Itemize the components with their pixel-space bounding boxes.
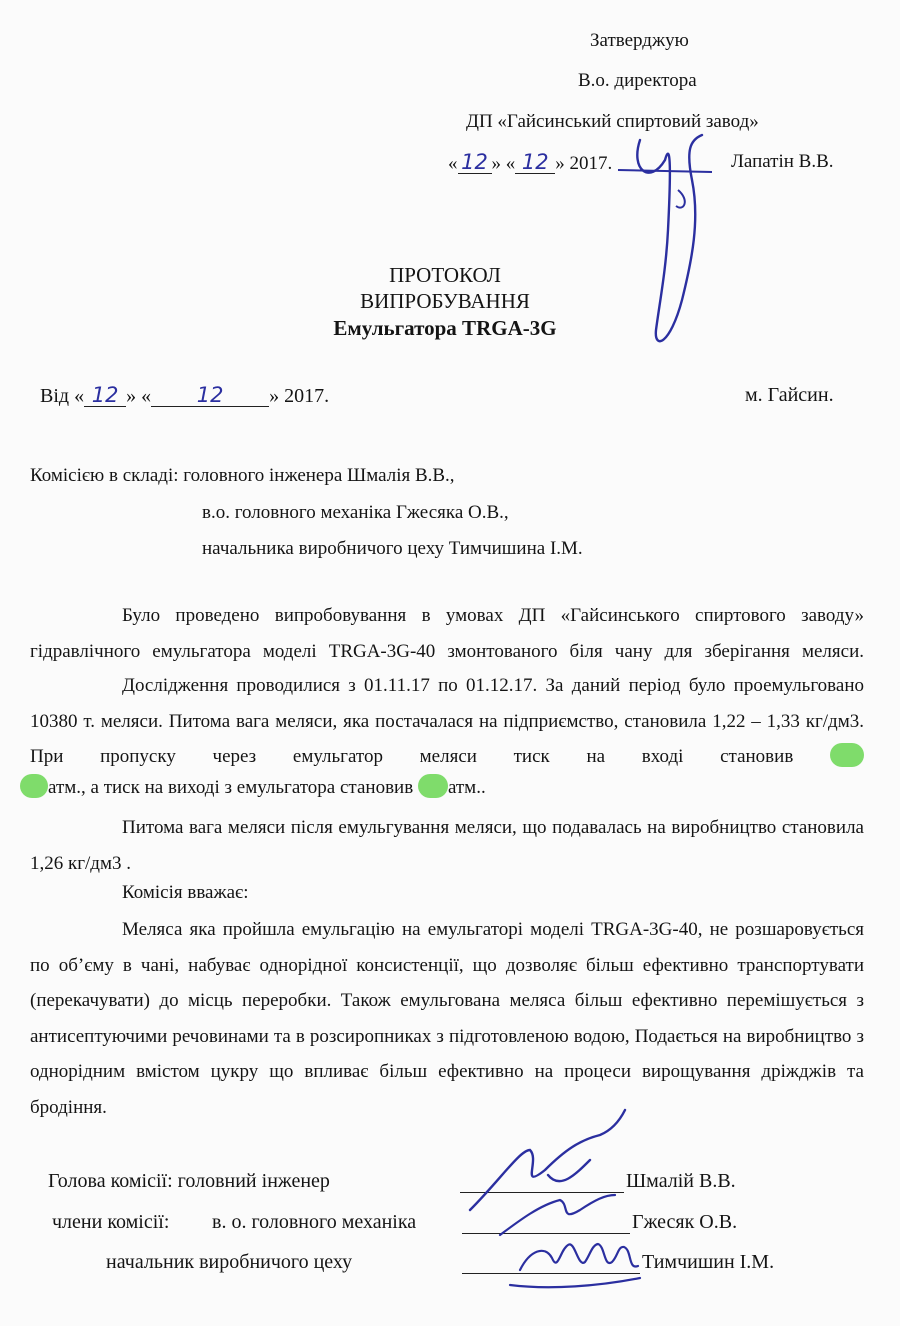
protocol-date: Від « 12 » « 12 » 2017. xyxy=(40,383,330,407)
paragraph-1: Було проведено випробовування в умовах ДП «Гайсинського спиртового заводу» гідравлічного емульгатора моделі TRGA-3G-40 змонтованого біля чану для зберігання меляси. xyxy=(30,605,864,662)
signature-row-2-name: Гжесяк О.В. xyxy=(632,1211,738,1233)
approval-line-2: В.о. директора xyxy=(578,70,697,91)
date-year: 2017. xyxy=(284,385,330,407)
approval-month-handwritten: 12 xyxy=(515,151,555,174)
signature-row-2-line xyxy=(462,1213,630,1240)
signature-row-1-role: Голова комісії: головний інженер xyxy=(48,1170,330,1192)
paragraph-2 xyxy=(30,668,864,775)
paragraph-5: Меляса яка пройшла емульгацію на емульгаторі моделі TRGA-3G-40, не розшаровується по об’єму в чані, набуває однорідної консистенції, що дозволяє більш ефективно транспортувати (перекачувати) до місць переробки. Також емульгована меляса більш ефективно перемішується з антисептуючими речовинами та в розсиропниках з підготовленою водою, Подається на виробництво з однорідним вмістом цукру що впливає більш ефективно на процеси вирощування дріжджів та бродіння. xyxy=(30,919,864,1118)
approval-date: « 12 » « 12 » 2017. xyxy=(448,150,613,174)
commission-lead: Комісією в складі: головного інженера Шмалія В.В., xyxy=(30,465,455,486)
approval-line-1: Затверджую xyxy=(590,30,689,51)
redacted-inlet-pressure-cont xyxy=(20,774,48,798)
signature-row-2-role-b: в. о. головного механіка xyxy=(212,1211,417,1233)
title-line-1: ПРОТОКОЛ xyxy=(389,263,501,287)
protocol-city: м. Гайсин. xyxy=(745,384,834,406)
date-month-handwritten: 12 xyxy=(151,384,269,407)
workshop-head-signature xyxy=(0,0,1,1)
paragraph-2-end: атм.. xyxy=(447,777,486,798)
commission-member-3: начальника виробничого цеху Тимчишина І.М. xyxy=(202,538,583,559)
title-line-3: Емульгатора TRGA-3G xyxy=(333,316,557,340)
signature-row-2-role-a: члени комісії: xyxy=(52,1211,170,1233)
approval-line-3: ДП «Гайсинський спиртовий завод» xyxy=(466,111,759,132)
approval-signer: Лапатін В.В. xyxy=(731,151,834,172)
paragraph-2-cont xyxy=(20,774,486,799)
paragraph-2-mid: атм., а тиск на виході з емульгатора становив xyxy=(48,777,414,798)
paragraph-2-text: Дослідження проводилися з 01.11.17 по 01.12.17. За даний період було проемульговано 10380 т. меляси. Питома вага меляси, яка постачалася на підприємство, становила 1,22 – 1,33 кг/дм3. При пропуску через емульгатор меляси тиск на вході становив xyxy=(30,675,864,767)
signature-row-3-role: начальник виробничого цеху xyxy=(106,1251,353,1273)
commission-member-2: в.о. головного механіка Гжесяка О.В., xyxy=(202,502,509,523)
redacted-outlet-pressure xyxy=(418,774,448,798)
date-prefix: Від xyxy=(40,385,70,407)
paragraph-3: Питома вага меляси після емульгування меляси, що подавалась на виробництво становила 1,26 кг/дм3 . xyxy=(30,817,864,874)
title-line-2: ВИПРОБУВАННЯ xyxy=(360,289,530,313)
signature-row-3-name: Тимчишин І.М. xyxy=(642,1251,775,1273)
redacted-inlet-pressure xyxy=(830,743,864,767)
approval-day-handwritten: 12 xyxy=(458,151,492,174)
paragraph-4: Комісія вважає: xyxy=(122,882,249,903)
signature-row-1-name: Шмалій В.В. xyxy=(626,1170,736,1192)
date-day-handwritten: 12 xyxy=(84,384,126,407)
approval-year: 2017. xyxy=(569,153,613,174)
